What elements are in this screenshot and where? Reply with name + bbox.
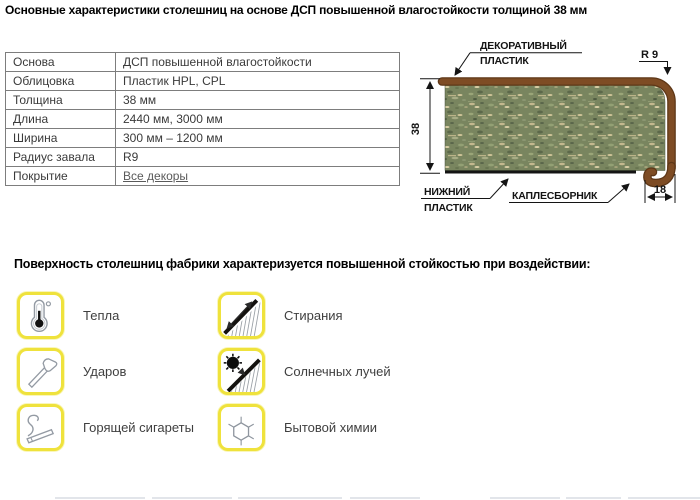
- dim-thickness: 38: [410, 122, 422, 136]
- thermometer-icon: [17, 292, 64, 339]
- spec-label: Радиус завала: [6, 148, 116, 167]
- hammer-icon: [17, 348, 64, 395]
- spec-label: Длина: [6, 110, 116, 129]
- chemistry-icon: [218, 404, 265, 451]
- resistance-item-label: Ударов: [83, 364, 127, 379]
- sun-icon: [218, 348, 265, 395]
- resistance-item: [218, 292, 343, 339]
- spec-label: Толщина: [6, 91, 116, 110]
- label-radius: R 9: [641, 49, 659, 61]
- spec-value: ДСП повышенной влагостойкости: [116, 53, 400, 72]
- table-row: [6, 53, 400, 72]
- label-decorative-plastic-line2: ПЛАСТИК: [480, 55, 529, 67]
- spec-value: 38 мм: [116, 91, 400, 110]
- spec-value: R9: [116, 148, 400, 167]
- dim-drip-width: 18: [653, 184, 667, 196]
- resistance-item-label: Горящей сигареты: [83, 420, 194, 435]
- resistance-item: [218, 348, 391, 395]
- page-title: Основные характеристики столешниц на основе ДСП повышенной влагостойкости толщиной 38 мм: [5, 3, 588, 17]
- spec-value: Пластик HPL, CPL: [116, 72, 400, 91]
- spec-value: 2440 мм, 3000 мм: [116, 110, 400, 129]
- all-decors-link[interactable]: Все декоры: [123, 169, 189, 183]
- label-bottom-plastic-line2: ПЛАСТИК: [424, 202, 473, 214]
- resistance-item-label: Стирания: [284, 308, 343, 323]
- spec-label: Ширина: [6, 129, 116, 148]
- table-row: [6, 91, 400, 110]
- chipboard-core: [445, 85, 665, 171]
- table-row: [6, 167, 400, 186]
- resistance-item: [17, 404, 194, 451]
- resistance-item-label: Бытовой химии: [284, 420, 377, 435]
- spec-value: 300 мм – 1200 мм: [116, 129, 400, 148]
- abrasion-icon: [218, 292, 265, 339]
- label-drip-collector: КАПЛЕСБОРНИК: [512, 190, 598, 202]
- label-decorative-plastic-line1: ДЕКОРАТИВНЫЙ: [480, 40, 567, 52]
- resistance-item-label: Тепла: [83, 308, 120, 323]
- cigarette-icon: [17, 404, 64, 451]
- resistance-item: [218, 404, 377, 451]
- specs-table: [5, 52, 400, 186]
- thickness-dimension: [420, 79, 440, 174]
- resistance-item: [17, 292, 119, 339]
- resistance-item: [17, 348, 126, 395]
- countertop-cross-section-diagram: [408, 30, 698, 230]
- resistance-heading: Поверхность столешниц фабрики характеризуется повышенной стойкостью при воздействии:: [14, 257, 591, 271]
- table-row: [6, 72, 400, 91]
- spec-label: Облицовка: [6, 72, 116, 91]
- spec-label: Основа: [6, 53, 116, 72]
- spec-label: Покрытие: [6, 167, 116, 186]
- resistance-item-label: Солнечных лучей: [284, 364, 391, 379]
- table-row: [6, 110, 400, 129]
- label-bottom-plastic-line1: НИЖНИЙ: [424, 186, 471, 198]
- table-row: [6, 148, 400, 167]
- table-row: [6, 129, 400, 148]
- spec-value: [116, 167, 400, 186]
